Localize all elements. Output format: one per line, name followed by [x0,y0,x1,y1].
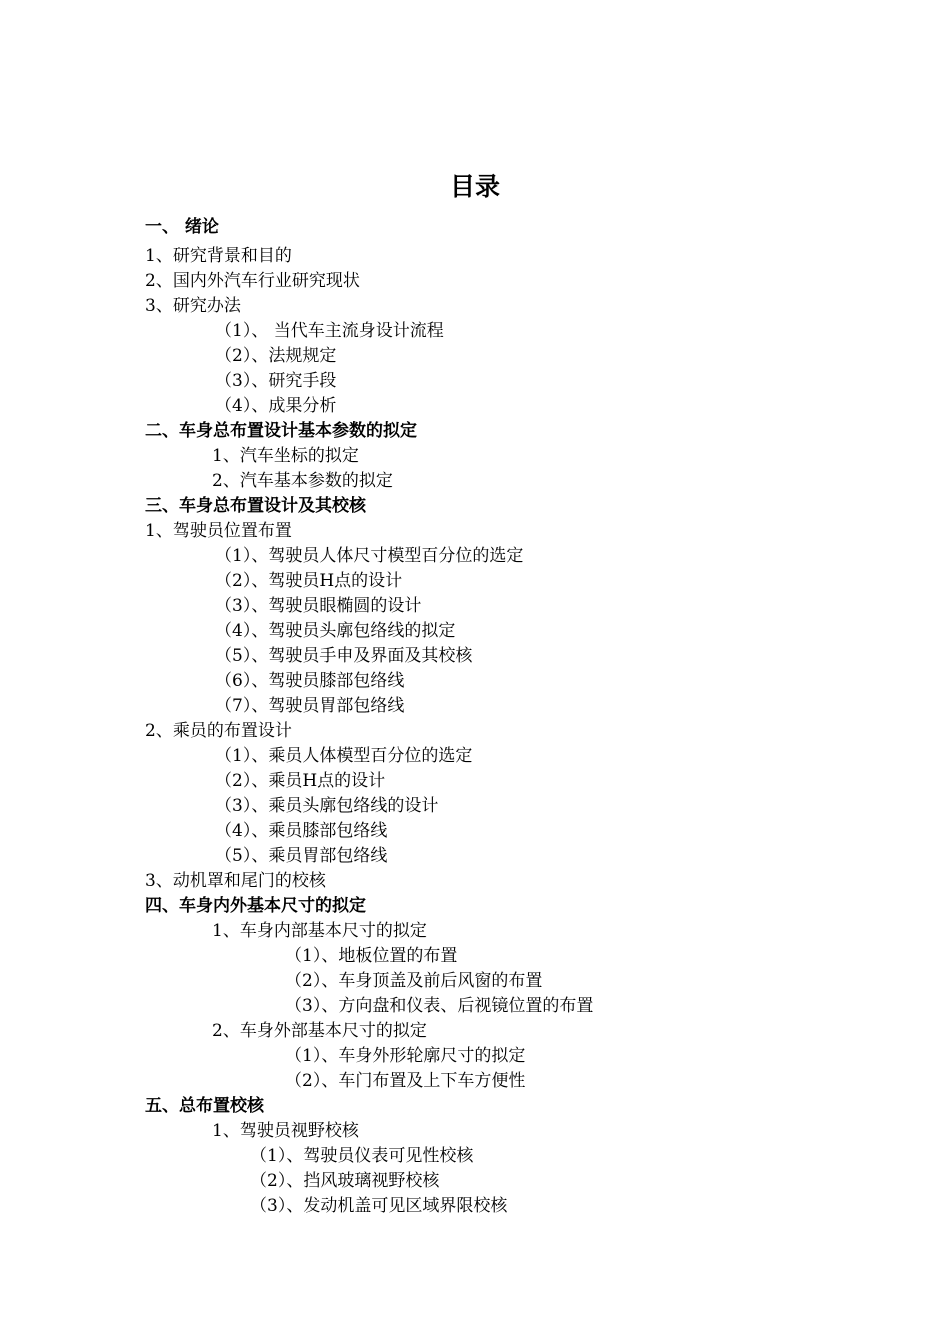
toc-subitem: （2）、挡风玻璃视野校核 [250,1171,440,1191]
toc-heading: 五、总布置校核 [145,1096,264,1116]
toc-subitem: （3）、乘员头廓包络线的设计 [215,796,439,816]
toc-subitem: （2）、车身顶盖及前后风窗的布置 [285,971,543,991]
toc-subitem: （5）、乘员胃部包络线 [215,846,388,866]
toc-subitem: （1）、驾驶员仪表可见性校核 [250,1146,474,1166]
toc-item: 1、驾驶员位置布置 [145,521,292,541]
toc-subitem: （2）、驾驶员H点的设计 [215,571,403,591]
toc-subitem: （3）、驾驶员眼椭圆的设计 [215,596,422,616]
toc-subitem: （4）、乘员膝部包络线 [215,821,388,841]
toc-item: 2、汽车基本参数的拟定 [212,471,393,491]
toc-subitem: （7）、驾驶员胃部包络线 [215,696,405,716]
toc-item: 2、车身外部基本尺寸的拟定 [212,1021,427,1041]
toc-item: 2、国内外汽车行业研究现状 [145,271,360,291]
toc-heading: 三、车身总布置设计及其校核 [145,496,366,516]
toc-heading: 二、车身总布置设计基本参数的拟定 [145,421,417,441]
toc-subitem: （1）、驾驶员人体尺寸模型百分位的选定 [215,546,524,566]
toc-subitem: （2）、乘员H点的设计 [215,771,386,791]
toc-subitem: （4）、驾驶员头廓包络线的拟定 [215,621,456,641]
toc-item: 1、车身内部基本尺寸的拟定 [212,921,427,941]
toc-item: 1、汽车坐标的拟定 [212,446,359,466]
toc-heading: 一、 绪论 [145,217,219,237]
toc-subitem: （3）、方向盘和仪表、后视镜位置的布置 [285,996,594,1016]
toc-subitem: （3）、研究手段 [215,371,337,391]
toc-subitem: （2）、法规规定 [215,346,337,366]
toc-heading: 四、车身内外基本尺寸的拟定 [145,896,366,916]
toc-subitem: （1）、乘员人体模型百分位的选定 [215,746,473,766]
toc-item: 3、研究办法 [145,296,241,316]
toc-subitem: （1）、车身外形轮廓尺寸的拟定 [285,1046,526,1066]
toc-item: 2、乘员的布置设计 [145,721,292,741]
toc-subitem: （4）、成果分析 [215,396,337,416]
toc-item: 3、动机罩和尾门的校核 [145,871,326,891]
document-title: 目录 [449,171,500,201]
toc-item: 1、驾驶员视野校核 [212,1121,359,1141]
toc-subitem: （6）、驾驶员膝部包络线 [215,671,405,691]
toc-subitem: （2）、车门布置及上下车方便性 [285,1071,526,1091]
toc-subitem: （5）、驾驶员手申及界面及其校核 [215,646,473,666]
table-of-contents [0,210,950,1219]
toc-subitem: （3）、发动机盖可见区域界限校核 [250,1196,508,1216]
toc-subitem: （1）、地板位置的布置 [285,946,458,966]
toc-item: 1、研究背景和目的 [145,246,292,266]
toc-subitem: （1）、 当代车主流身设计流程 [215,321,444,341]
